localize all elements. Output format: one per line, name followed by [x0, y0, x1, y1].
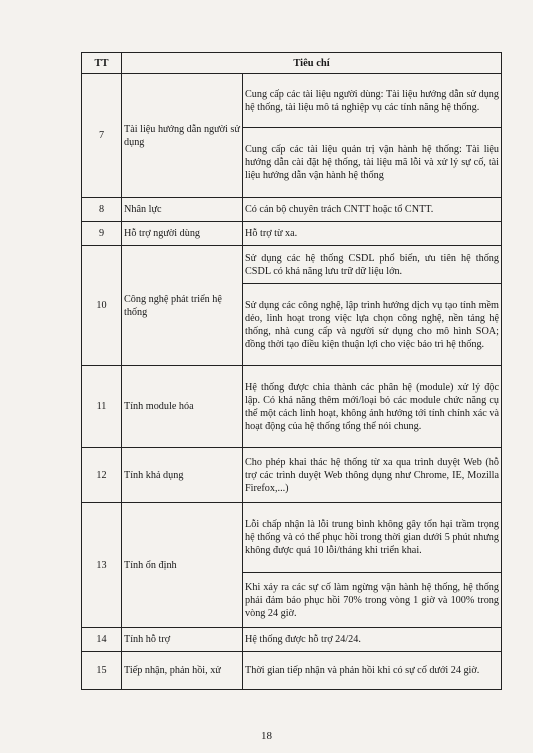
- criterion-description: Hỗ trợ từ xa.: [243, 222, 502, 246]
- row-number: 14: [82, 628, 122, 652]
- criterion-name: Tính module hóa: [122, 366, 243, 448]
- row-number: 15: [82, 652, 122, 690]
- table-row: [82, 246, 502, 284]
- criterion-description: Khi xảy ra các sự cố làm ngừng vận hành hệ thống, hệ thống phải đảm bảo phục hồi 70% trong vòng 1 giờ và 100% trong vòng 24 giờ.: [243, 573, 502, 628]
- row-number: 12: [82, 448, 122, 503]
- row-number: 13: [82, 503, 122, 628]
- row-number: 9: [82, 222, 122, 246]
- criterion-description: Hệ thống được hỗ trợ 24/24.: [243, 628, 502, 652]
- table-row: [82, 503, 502, 573]
- criterion-name: Tính ổn định: [122, 503, 243, 628]
- row-number: 8: [82, 198, 122, 222]
- table-row: [82, 366, 502, 448]
- criterion-name: Tính khả dụng: [122, 448, 243, 503]
- row-number: 11: [82, 366, 122, 448]
- criterion-description: Cung cấp các tài liệu quản trị vận hành hệ thống: Tài liệu hướng dẫn cài đặt hệ thống, tài liệu mã lỗi và xử lý sự cố, tài liệu hướng dẫn vận hành hệ thống: [243, 128, 502, 198]
- header-tt: TT: [82, 53, 122, 74]
- criteria-table: [81, 52, 502, 690]
- criterion-name: Công nghệ phát triển hệ thống: [122, 246, 243, 366]
- table-row: [82, 222, 502, 246]
- table-row: [82, 652, 502, 690]
- criterion-name: Hỗ trợ người dùng: [122, 222, 243, 246]
- table-row: [82, 198, 502, 222]
- criterion-description: Có cán bộ chuyên trách CNTT hoặc tổ CNTT.: [243, 198, 502, 222]
- criterion-description: Thời gian tiếp nhận và phản hồi khi có sự cố dưới 24 giờ.: [243, 652, 502, 690]
- criterion-name: Nhân lực: [122, 198, 243, 222]
- criterion-name: Tính hỗ trợ: [122, 628, 243, 652]
- table-row: [82, 74, 502, 128]
- criterion-description: Sử dụng các hệ thống CSDL phổ biến, ưu tiên hệ thống CSDL có khả năng lưu trữ dữ liệu lớn.: [243, 246, 502, 284]
- row-number: 7: [82, 74, 122, 198]
- page-number: 18: [261, 730, 272, 742]
- table-row: [82, 628, 502, 652]
- criterion-description: Lỗi chấp nhận là lỗi trung bình không gây tổn hại trầm trọng hệ thống và có thể phục hồi trong thời gian dưới 5 phút nhưng không được quá 10 lỗi/tháng khi triển khai.: [243, 503, 502, 573]
- criterion-name: Tiếp nhận, phản hồi, xử: [122, 652, 243, 690]
- criterion-description: Cho phép khai thác hệ thống từ xa qua trình duyệt Web (hỗ trợ các trình duyệt Web thông dụng như Chrome, IE, Mozilla Firefox,...): [243, 448, 502, 503]
- header-criteria: Tiêu chí: [122, 53, 502, 74]
- table-row: [82, 448, 502, 503]
- criterion-description: Hệ thống được chia thành các phân hệ (module) xử lý độc lập. Có khả năng thêm mới/loại bỏ các module chức năng cụ thể một cách linh hoạt, không ảnh hưởng tới tính chính xác và hoạt động của hệ thống tổng thể nói chung.: [243, 366, 502, 448]
- criterion-description: Sử dụng các công nghệ, lập trình hướng dịch vụ tạo tính mềm dẻo, linh hoạt trong việc lựa chọn công nghệ, nền tảng hệ thống, nhà cung cấp và người sử dụng cho mô hình SOA; đồng thời tạo điều kiện thuận lợi cho việc bảo trì hệ thống.: [243, 284, 502, 366]
- criterion-description: Cung cấp các tài liệu người dùng: Tài liệu hướng dẫn sử dụng hệ thống, tài liệu mô tả nghiệp vụ các tính năng hệ thống.: [243, 74, 502, 128]
- row-number: 10: [82, 246, 122, 366]
- table-header-row: [82, 53, 502, 74]
- criterion-name: Tài liệu hướng dẫn người sử dụng: [122, 74, 243, 198]
